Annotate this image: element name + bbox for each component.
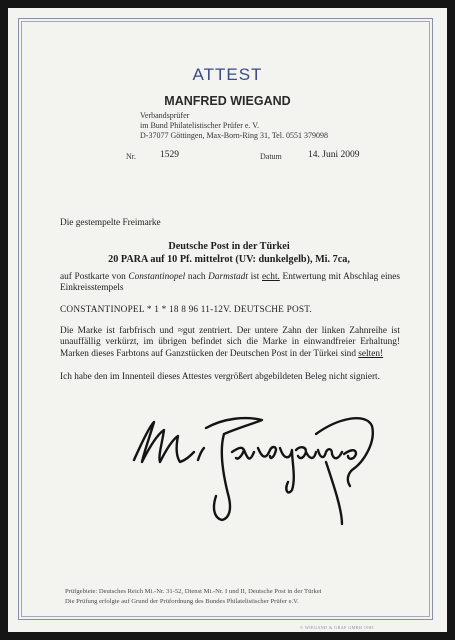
footer-regulation: Die Prüfung erfolgte auf Grund der Prüfordnung des Bundes Philatelistischer Prüfer e.V. — [65, 598, 299, 605]
examiner-address: D-37077 Göttingen, Max-Born-Ring 31, Tel. 0551 379098 — [140, 131, 328, 140]
condition-text: Die Marke ist farbfrisch und ≈gut zentriert. Der untere Zahn der linken Zahnreihe ist unauffällig verkürzt, im übrigen befindet sich die Marke in einwandfreier Erhaltung! Marken dieses Farbtons auf Ganzstücken der Deutschen Post in der Türkei sind — [60, 326, 400, 359]
date-label: Datum — [260, 152, 282, 161]
genuine-verdict: echt. — [262, 272, 280, 282]
postcard-paragraph — [60, 272, 400, 295]
post-text-a: auf Postkarte von — [60, 272, 129, 282]
condition-paragraph — [60, 326, 400, 360]
post-text-c: ist — [247, 272, 263, 282]
certificate-date: 14. Juni 2009 — [308, 150, 360, 160]
post-text-d: Entwertung mit Abschlag eines Einkreisstempels — [60, 272, 400, 294]
number-label: Nr. — [126, 152, 136, 161]
stamp-line-2: 20 PARA auf 10 Pf. mittelrot (UV: dunkelgelb), Mi. 7ca, — [108, 253, 350, 265]
footer-test-areas: Prüfgebiete: Deutsches Reich Mi.-Nr. 31-52, Dienst Mi.-Nr. I und II, Deutsche Post in der Türkei — [65, 588, 322, 595]
attest-title: ATTEST — [192, 65, 263, 84]
destination-city: Darmstadt — [208, 272, 248, 282]
examiner-name: MANFRED WIEGAND — [164, 94, 291, 108]
cancellation-text: CONSTANTINOPEL * 1 * 18 8 96 11-12V. DEUTSCHE POST. — [60, 305, 312, 315]
closing-paragraph: Ich habe den im Innenteil dieses Attestes vergrößert abgebildeten Beleg nicht signiert. — [60, 372, 380, 382]
examiner-association: im Bund Philatelistischer Prüfer e. V. — [140, 121, 260, 130]
stamp-description — [60, 241, 398, 266]
examiner-role: Verbandsprüfer — [140, 111, 190, 120]
intro-text: Die gestempelte Freimarke — [60, 218, 161, 228]
rarity-note: selten! — [358, 348, 384, 359]
post-text-b: nach — [185, 272, 209, 282]
origin-city: Constantinopel — [128, 272, 186, 282]
printer-mark: © WIEGAND & GRAF GMBH 1983 — [300, 625, 374, 630]
signature — [120, 390, 380, 530]
stamp-line-1: Deutsche Post in der Türkei — [168, 241, 290, 252]
certificate-number: 1529 — [160, 150, 179, 160]
